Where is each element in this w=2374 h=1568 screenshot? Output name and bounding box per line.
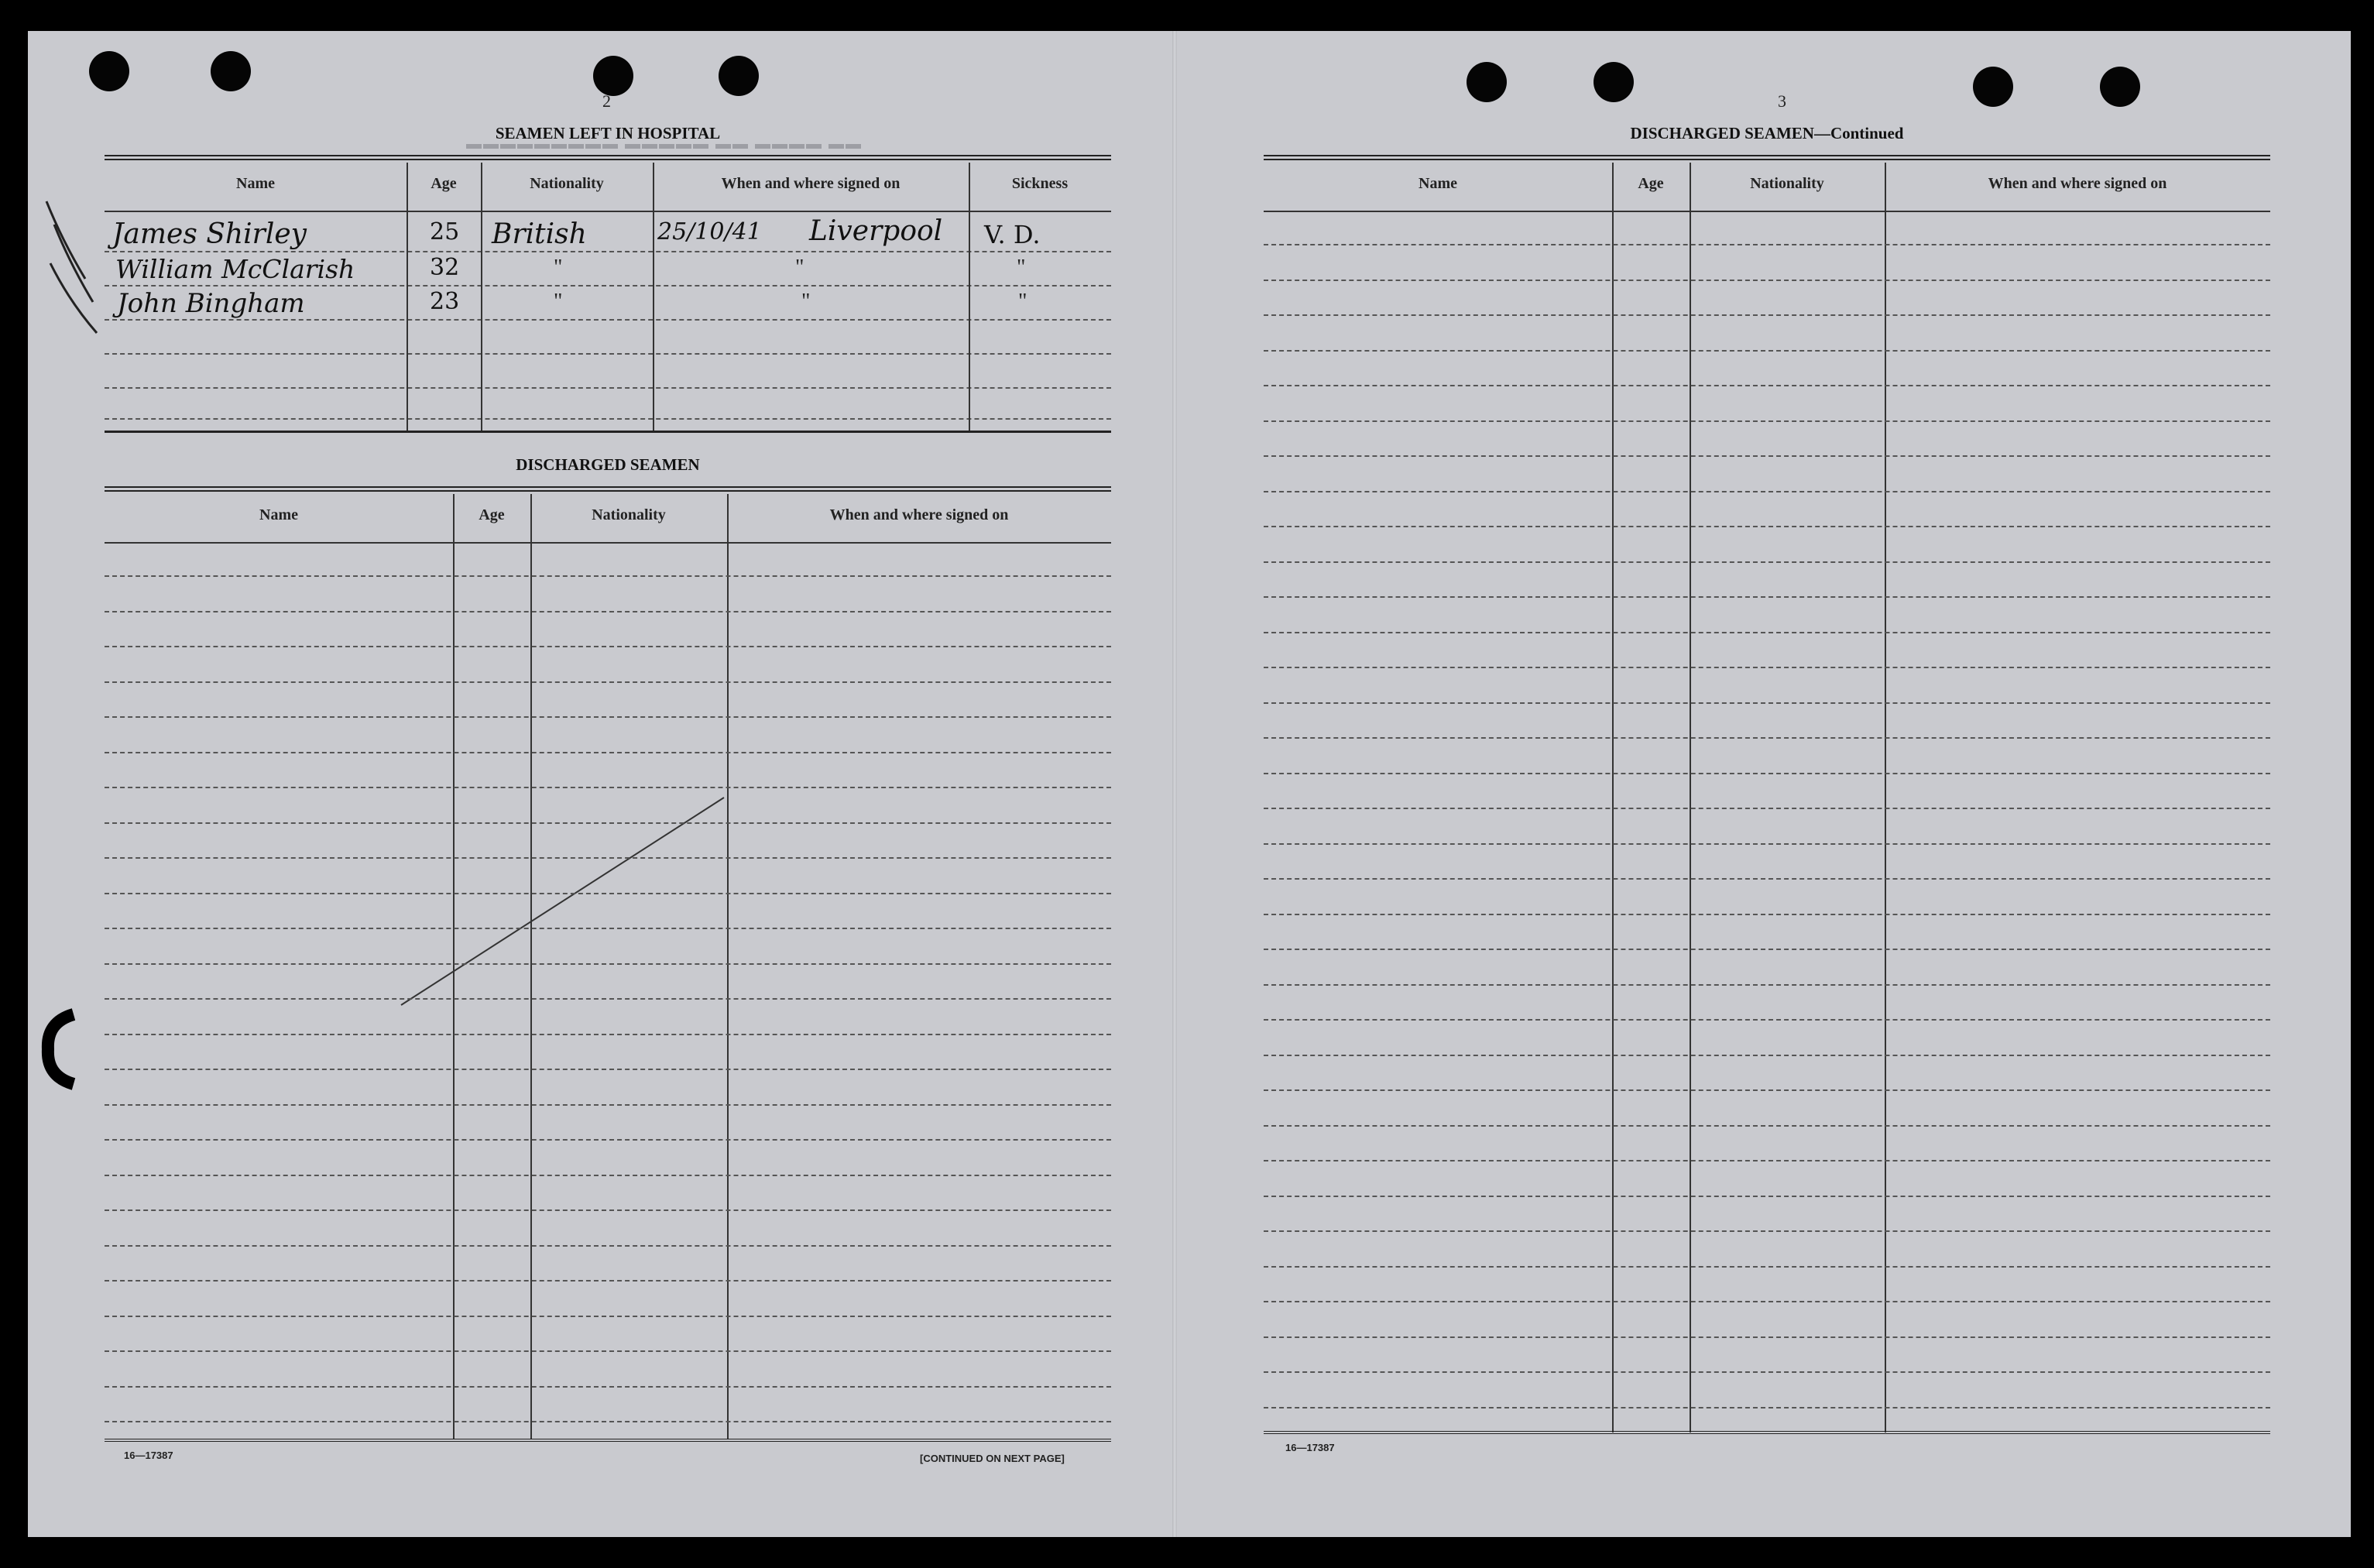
ruled-line <box>1264 244 2270 245</box>
ruled-line <box>1264 1055 2270 1056</box>
punch-hole <box>1973 67 2013 107</box>
punch-hole <box>719 56 759 96</box>
check-marks <box>39 194 108 348</box>
ruled-line <box>1264 1371 2270 1373</box>
hospital-table <box>105 155 1111 434</box>
discharged-table <box>105 486 1111 1439</box>
seaman-name: James Shirley <box>112 218 307 250</box>
ruled-line <box>1264 280 2270 281</box>
ruled-line <box>105 575 1111 577</box>
ruled-line <box>105 1175 1111 1176</box>
ruled-line <box>105 1139 1111 1141</box>
header-age: Age <box>1638 175 1664 192</box>
ruled-line <box>105 1104 1111 1106</box>
signed-on-place: Liverpool <box>809 215 943 247</box>
ruled-line <box>1264 420 2270 422</box>
ditto-mark: " <box>1017 256 1026 280</box>
ruled-line <box>1264 1089 2270 1091</box>
ruled-line <box>1264 1266 2270 1268</box>
form-number: 16—17387 <box>1285 1442 1335 1453</box>
seaman-age: 25 <box>430 218 460 245</box>
ruled-line <box>105 1069 1111 1070</box>
ruled-line <box>1264 455 2270 457</box>
ruled-line <box>105 1350 1111 1352</box>
bottom-rule <box>105 1439 1111 1442</box>
seaman-age: 23 <box>430 288 460 315</box>
ruled-line <box>105 1386 1111 1388</box>
ruled-line <box>1264 1125 2270 1127</box>
punch-hole <box>2100 67 2140 107</box>
ruled-line <box>105 857 1111 859</box>
ruled-line <box>1264 491 2270 492</box>
ruled-line <box>1264 350 2270 352</box>
sickness: V. D. <box>984 220 1041 249</box>
ruled-line <box>105 787 1111 788</box>
header-sickness: Sickness <box>1011 175 1069 192</box>
binder-clip-icon <box>31 1007 85 1092</box>
ruled-line <box>1264 314 2270 316</box>
bottom-rule <box>1264 1431 2270 1434</box>
hospital-title: SEAMEN LEFT IN HOSPITAL <box>495 124 721 142</box>
ditto-mark: " <box>554 256 563 280</box>
ruled-line <box>105 611 1111 612</box>
ditto-mark: " <box>795 256 804 280</box>
ruled-line <box>105 822 1111 824</box>
header-nationality: Nationality <box>530 175 604 192</box>
punch-hole <box>1594 62 1634 102</box>
ruled-line <box>105 1209 1111 1211</box>
ruled-line <box>105 1034 1111 1035</box>
punch-hole <box>1467 62 1507 102</box>
page-number: 3 <box>1778 91 1786 111</box>
header-nationality: Nationality <box>1750 175 1824 192</box>
seaman-nationality: British <box>492 218 587 250</box>
bleed-through-text: ▬▬ ▬▬▬▬ ▬▬ ▬▬▬▬▬ ▬▬▬▬▬▬▬▬▬ <box>465 140 861 157</box>
ruled-line <box>1264 632 2270 633</box>
punch-hole <box>211 51 251 91</box>
ruled-line <box>1264 773 2270 774</box>
ruled-line <box>1264 1019 2270 1021</box>
ruled-line <box>105 646 1111 647</box>
header-age: Age <box>479 506 505 523</box>
ruled-line <box>1264 843 2270 845</box>
ruled-line <box>1264 984 2270 986</box>
ruled-line <box>105 716 1111 718</box>
ruled-line <box>105 893 1111 894</box>
ruled-line <box>105 998 1111 1000</box>
continued-note: [CONTINUED ON NEXT PAGE] <box>920 1453 1065 1464</box>
seaman-age: 32 <box>430 254 460 281</box>
ditto-mark: " <box>1018 290 1027 314</box>
ruled-line <box>1264 526 2270 527</box>
ruled-line <box>1264 1407 2270 1408</box>
header-when-where: When and where signed on <box>829 506 1009 523</box>
ditto-mark: " <box>554 290 563 314</box>
ruled-line <box>105 963 1111 965</box>
ruled-line <box>105 928 1111 929</box>
header-name: Name <box>259 506 298 523</box>
header-age: Age <box>431 175 457 192</box>
ruled-line <box>1264 1230 2270 1232</box>
ruled-line <box>1264 596 2270 598</box>
form-number: 16—17387 <box>124 1450 173 1461</box>
punch-hole <box>89 51 129 91</box>
header-name: Name <box>236 175 275 192</box>
ruled-line <box>1264 808 2270 809</box>
ruled-line <box>105 1421 1111 1422</box>
discharged-title: DISCHARGED SEAMEN <box>516 455 700 474</box>
seaman-name: John Bingham <box>117 288 305 319</box>
ruled-line <box>105 1316 1111 1317</box>
discharged-continued-table <box>1264 155 2270 1432</box>
seaman-name: William McClarish <box>115 254 355 284</box>
discharged-continued-title: DISCHARGED SEAMEN—Continued <box>1630 124 1904 142</box>
ruled-line <box>1264 1196 2270 1197</box>
ruled-line <box>1264 949 2270 950</box>
ruled-line <box>1264 561 2270 563</box>
ruled-line <box>105 1280 1111 1282</box>
ruled-line <box>105 752 1111 753</box>
ruled-line <box>1264 667 2270 668</box>
header-when-where: When and where signed on <box>1988 175 2167 192</box>
ruled-line <box>1264 385 2270 386</box>
header-name: Name <box>1419 175 1457 192</box>
ruled-line <box>1264 1336 2270 1338</box>
ruled-line <box>1264 737 2270 739</box>
signed-on-date: 25/10/41 <box>657 218 762 245</box>
ruled-line <box>1264 878 2270 880</box>
ruled-line <box>1264 702 2270 704</box>
page-fold <box>1172 31 1177 1537</box>
header-nationality: Nationality <box>592 506 666 523</box>
ruled-line <box>105 1245 1111 1247</box>
ruled-line <box>1264 1301 2270 1302</box>
ruled-line <box>1264 1160 2270 1161</box>
ditto-mark: " <box>801 290 811 314</box>
punch-hole <box>593 56 633 96</box>
page-number: 2 <box>602 91 611 111</box>
ruled-line <box>1264 914 2270 915</box>
header-when-where: When and where signed on <box>721 175 901 192</box>
ruled-line <box>105 681 1111 683</box>
